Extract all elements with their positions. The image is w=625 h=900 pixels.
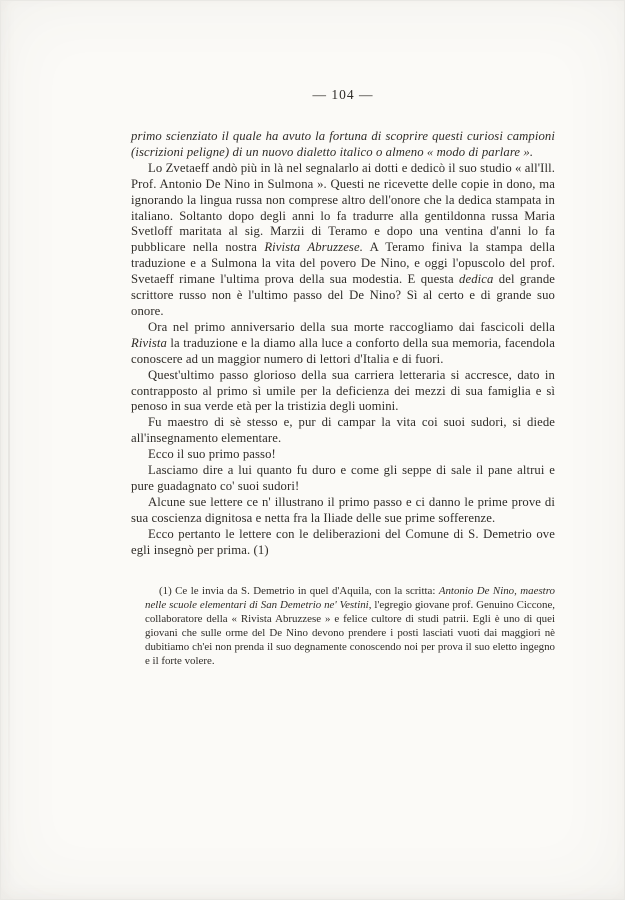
- text-segment: Ecco pertanto le lettere con le deliberazioni del Comune di S. Demetrio ove egli insegnò per prima. (1): [131, 526, 555, 557]
- text-segment: (1) Ce le invia da S. Demetrio in quel d'Aquila, con la scritta:: [159, 585, 439, 598]
- text-segment: Ora nel primo anniversario della sua morte raccogliamo dai fascicoli della: [148, 319, 555, 334]
- paragraph: [131, 447, 555, 463]
- scan-edge-shadow: [8, 1, 10, 899]
- text-block: [131, 87, 555, 679]
- paragraph: [131, 495, 555, 527]
- text-segment: Alcune sue lettere ce n' illustrano il primo passo e ci danno le prime prove di sua coscienza dignitosa e netta fra la Iliade delle sue prime sofferenze.: [131, 494, 555, 525]
- text-segment: , l'egregio giovane prof. Genuino Ciccone, collaboratore della « Rivista Abruzzese » e felice cultore di studi patrii. Egli è uno di quei giovani che sulle orme del De Nino devono prendere i posti lasciati vuoti dai maggiori nè dubitiamo ch'ei non prenda il suo degnamente conoscendo noi per prova il suo eletto ingegno e il forte volere.: [145, 599, 555, 668]
- paragraph: [131, 527, 555, 559]
- text-segment: Antonio De Nino, maestro nelle scuole elementari di San Demetrio ne' Vestini: [145, 585, 555, 612]
- text-segment: primo scienziato il quale ha avuto la fortuna di scoprire questi curiosi campioni (iscrizioni peligne) di un nuovo dialetto italico o almeno « modo di parlare ».: [131, 129, 555, 159]
- text-segment: Lasciamo dire a lui quanto fu duro e come gli seppe di sale il pane altrui e pure guadagnato co' suoi sudori!: [131, 463, 555, 493]
- text-segment: Lo Zvetaeff andò più in là nel segnalarlo ai dotti e dedicò il suo studio « all'Ill. Prof. Antonio De Nino in Sulmona ». Questi ne ricevette delle copie in dono, ma ignorando la lingua russa non comprese altro dell'onore che la dedica stampata in italiano. Soltanto dopo degli anni lo fa tradurre alla gentildonna russa Maria Svetloff maritata al sig. Marzii di Teramo e dopo una ventina d'anni lo fa pubblicare nella nostra: [131, 160, 555, 255]
- paragraph: [131, 161, 555, 320]
- paragraph: [131, 415, 555, 447]
- paragraph: [131, 320, 555, 368]
- paragraph: [131, 129, 555, 161]
- footnote: [131, 584, 555, 668]
- text-segment: del grande scrittore russo non è l'ultimo passo del De Nino? Sì al certo e di grande suo onore.: [131, 272, 556, 318]
- text-segment: Ecco il suo primo passo!: [148, 447, 276, 462]
- paragraph: [131, 368, 555, 416]
- text-segment: Rivista Abruzzese.: [264, 240, 363, 255]
- text-segment: A Teramo finiva la stampa della traduzione e a Sulmona la vita del povero De Nino, e oggi l'opuscolo del prof. Svetaeff rimane l'ultima prova della sua modestia. E questa: [131, 240, 556, 287]
- page-number: — 104 —: [312, 87, 374, 102]
- text-segment: dedica: [459, 272, 494, 287]
- text-segment: Fu maestro di sè stesso e, pur di campar la vita coi suoi sudori, si diede all'insegnamento elementare.: [131, 415, 555, 446]
- text-segment: Rivista: [131, 335, 167, 350]
- text-segment: la traduzione e la diamo alla luce a conforto della sua memoria, facendola conoscere ad un maggior numero di lettori d'Italia e di fuori.: [131, 335, 555, 366]
- paragraph: [131, 463, 555, 495]
- text-segment: Quest'ultimo passo glorioso della sua carriera letteraria si accresce, dato in contrapposto al primo sì umile per la deficienza dei mezzi di sua famiglia e sì penoso in sua verde età per la tristizia degli uomini.: [131, 367, 555, 414]
